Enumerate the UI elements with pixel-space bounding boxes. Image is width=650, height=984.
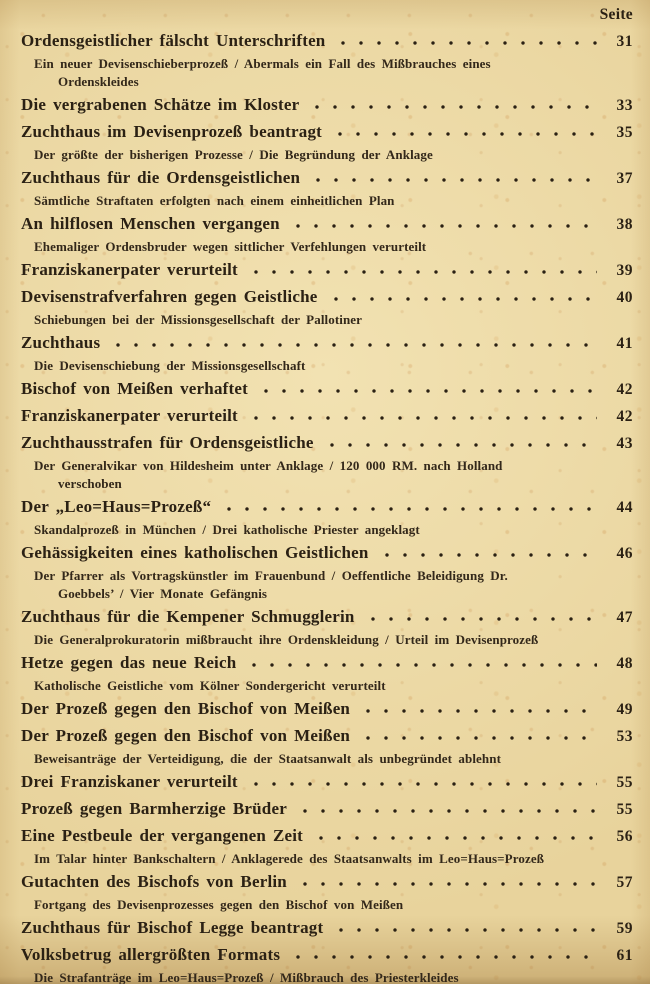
entry-title: Hetze gegen das neue Reich — [21, 653, 237, 672]
dot-leader — [245, 651, 597, 676]
toc-entry-row — [21, 431, 633, 456]
entry-subtitle: Beweisanträge der Verteidigung, die der Staatsanwalt als unbegründet ablehnt — [34, 751, 502, 766]
entry-title: Eine Pestbeule der vergangenen Zeit — [21, 826, 304, 845]
dot-leader — [364, 605, 597, 630]
toc-entry-row — [21, 212, 633, 237]
dot-leader — [247, 770, 597, 795]
dot-leader — [308, 93, 597, 118]
entry-page-number: 40 — [616, 289, 633, 306]
toc-entry — [21, 541, 633, 603]
entry-page-number: 48 — [616, 655, 633, 672]
toc-entry-row — [21, 258, 633, 283]
entry-page-number: 61 — [616, 947, 633, 964]
entry-subtitle: Skandalprozeß in München / Drei katholische Priester angeklagt — [34, 522, 420, 537]
entry-subtitle: Der Generalvikar von Hildesheim unter Anklage / 120 000 RM. nach Holland verschoben — [34, 458, 503, 491]
dot-leader — [359, 724, 597, 749]
toc-entry — [21, 770, 633, 795]
toc-entry-row — [21, 770, 633, 795]
toc-entry — [21, 93, 633, 118]
toc-entry-row — [21, 166, 633, 191]
entry-title: Der „Leo=Haus=Prozeß“ — [21, 497, 212, 516]
entry-page-number: 33 — [616, 97, 633, 114]
toc-entry — [21, 495, 633, 539]
entry-title: Der Prozeß gegen den Bischof von Meißen — [21, 726, 351, 745]
entry-subtitle: Der Pfarrer als Vortragskünstler im Frauenbund / Oeffentliche Beleidigung Dr. Goebbels’ / Vier Monate Gefängnis — [34, 568, 508, 601]
entry-page-number: 41 — [616, 335, 633, 352]
dot-leader — [289, 212, 597, 237]
entry-page-number: 31 — [616, 33, 633, 50]
toc-entry-row — [21, 697, 633, 722]
dot-leader — [289, 943, 597, 968]
toc-entry — [21, 331, 633, 375]
entry-title: Die vergrabenen Schätze im Kloster — [21, 95, 300, 114]
dot-leader — [323, 431, 597, 456]
toc-entry-row — [21, 824, 633, 849]
toc-entry-row — [21, 29, 633, 54]
entry-title: Franziskanerpater verurteilt — [21, 260, 238, 279]
entry-subtitle: Katholische Geistliche vom Kölner Sondergericht verurteilt — [34, 678, 386, 693]
toc-entry — [21, 916, 633, 941]
toc-entry — [21, 651, 633, 695]
entry-page-number: 46 — [616, 545, 633, 562]
dot-leader — [257, 377, 597, 402]
dot-leader — [296, 797, 597, 822]
dot-leader — [359, 697, 597, 722]
toc-entry-row — [21, 93, 633, 118]
entry-subtitle: Schiebungen bei der Missionsgesellschaft der Pallotiner — [34, 312, 363, 327]
toc-entry — [21, 724, 633, 768]
entry-title: An hilflosen Menschen vergangen — [21, 214, 280, 233]
toc-entry — [21, 605, 633, 649]
dot-leader — [378, 541, 597, 566]
entry-title: Zuchthaus für die Kempener Schmugglerin — [21, 607, 355, 626]
dot-leader — [327, 285, 598, 310]
toc-entry-row — [21, 377, 633, 402]
toc-entry-row — [21, 943, 633, 968]
toc-entry-row — [21, 495, 633, 520]
entry-page-number: 43 — [616, 435, 633, 452]
entry-subtitle: Die Generalprokuratorin mißbraucht ihre Ordenskleidung / Urteil im Devisenprozeß — [34, 632, 539, 647]
entry-page-number: 42 — [616, 381, 633, 398]
entry-title: Der Prozeß gegen den Bischof von Meißen — [21, 699, 351, 718]
entry-subtitle: Fortgang des Devisenprozesses gegen den Bischof von Meißen — [34, 897, 404, 912]
toc-entry — [21, 870, 633, 914]
entry-title: Volksbetrug allergrößten Formats — [21, 945, 281, 964]
dot-leader — [247, 258, 597, 283]
dot-leader — [247, 404, 597, 429]
entry-title: Gehässigkeiten eines katholischen Geistlichen — [21, 543, 369, 562]
entry-page-number: 55 — [616, 801, 633, 818]
entry-page-number: 55 — [616, 774, 633, 791]
dot-leader — [331, 120, 597, 145]
entry-subtitle: Der größte der bisherigen Prozesse / Die Begründung der Anklage — [34, 147, 433, 162]
entry-subtitle: Sämtliche Straftaten erfolgten nach einem einheitlichen Plan — [34, 193, 395, 208]
toc-entry-row — [21, 870, 633, 895]
entry-title: Gutachten des Bischofs von Berlin — [21, 872, 287, 891]
entry-page-number: 42 — [616, 408, 633, 425]
toc-list — [21, 29, 633, 984]
entry-subtitle: Die Devisenschiebung der Missionsgesellschaft — [34, 358, 306, 373]
entry-title: Zuchthaus im Devisenprozeß beantragt — [21, 122, 323, 141]
dot-leader — [109, 331, 597, 356]
entry-title: Bischof von Meißen verhaftet — [21, 379, 248, 398]
dot-leader — [312, 824, 597, 849]
entry-page-number: 35 — [616, 124, 633, 141]
entry-title: Zuchthaus — [21, 333, 101, 352]
entry-title: Franziskanerpater verurteilt — [21, 406, 238, 425]
dot-leader — [296, 870, 597, 895]
dot-leader — [309, 166, 597, 191]
entry-page-number: 53 — [616, 728, 633, 745]
toc-entry — [21, 258, 633, 283]
entry-subtitle: Ehemaliger Ordensbruder wegen sittlicher Verfehlungen verurteilt — [34, 239, 427, 254]
toc-entry-row — [21, 916, 633, 941]
entry-page-number: 37 — [616, 170, 633, 187]
toc-entry — [21, 212, 633, 256]
toc-entry — [21, 797, 633, 822]
entry-subtitle: Die Strafanträge im Leo=Haus=Prozeß / Mißbrauch des Priesterkleides — [34, 970, 459, 984]
entry-page-number: 49 — [616, 701, 633, 718]
entry-title: Zuchthaus für die Ordensgeistlichen — [21, 168, 301, 187]
entry-title: Ordensgeistlicher fälscht Unterschriften — [21, 31, 326, 50]
toc-entry — [21, 285, 633, 329]
entry-title: Prozeß gegen Barmherzige Brüder — [21, 799, 287, 818]
toc-entry — [21, 377, 633, 402]
toc-entry-row — [21, 120, 633, 145]
toc-entry — [21, 431, 633, 493]
toc-entry-row — [21, 331, 633, 356]
toc-entry-row — [21, 404, 633, 429]
entry-title: Drei Franziskaner verurteilt — [21, 772, 238, 791]
entry-page-number: 59 — [616, 920, 633, 937]
entry-page-number: 57 — [616, 874, 633, 891]
toc-entry — [21, 166, 633, 210]
toc-entry-row — [21, 285, 633, 310]
dot-leader — [332, 916, 597, 941]
toc-entry-row — [21, 724, 633, 749]
entry-page-number: 44 — [616, 499, 633, 516]
entry-page-number: 47 — [616, 609, 633, 626]
page-column-header: Seite — [599, 6, 633, 23]
entry-title: Devisenstrafverfahren gegen Geistliche — [21, 287, 318, 306]
toc-entry — [21, 943, 633, 984]
entry-subtitle: Im Talar hinter Bankschaltern / Anklagerede des Staatsanwalts im Leo=Haus=Prozeß — [34, 851, 545, 866]
toc-entry — [21, 697, 633, 722]
toc-entry-row — [21, 651, 633, 676]
toc-entry — [21, 120, 633, 164]
toc-entry-row — [21, 605, 633, 630]
entry-page-number: 38 — [616, 216, 633, 233]
toc-entry — [21, 824, 633, 868]
toc-entry-row — [21, 797, 633, 822]
entry-subtitle: Ein neuer Devisenschieberprozeß / Abermals ein Fall des Mißbrauches eines Ordenskleides — [34, 56, 491, 89]
dot-leader — [334, 29, 597, 54]
entry-title: Zuchthaus für Bischof Legge beantragt — [21, 918, 324, 937]
entry-page-number: 39 — [616, 262, 633, 279]
toc-entry-row — [21, 541, 633, 566]
entry-page-number: 56 — [616, 828, 633, 845]
toc-entry — [21, 404, 633, 429]
entry-title: Zuchthausstrafen für Ordensgeistliche — [21, 433, 314, 452]
toc-entry — [21, 29, 633, 91]
dot-leader — [220, 495, 597, 520]
